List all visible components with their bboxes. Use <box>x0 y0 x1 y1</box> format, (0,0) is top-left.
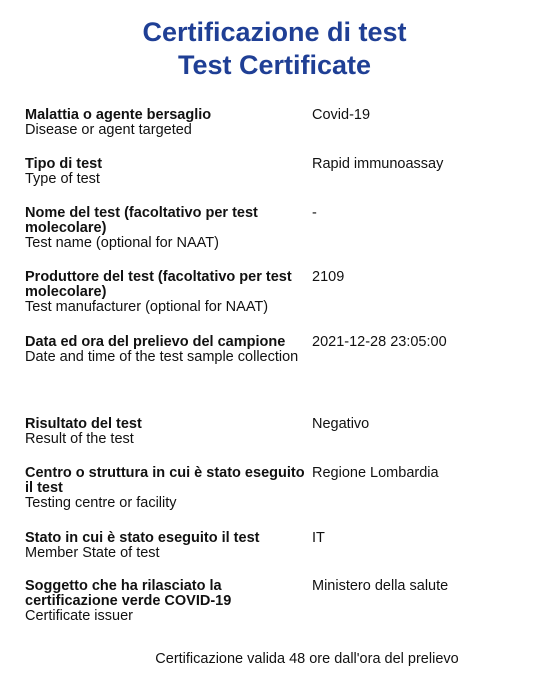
label-english: Type of test <box>25 171 100 187</box>
title-italian: Certificazione di test <box>142 17 407 47</box>
field-value: 2021-12-28 23:05:00 <box>312 334 447 350</box>
title-english: Test Certificate <box>177 50 372 80</box>
field-label <box>25 335 312 417</box>
label-english: Test name (optional for NAAT) <box>25 235 219 251</box>
field-value: Covid-19 <box>312 107 371 123</box>
field-label <box>25 157 312 206</box>
field-label <box>25 579 312 627</box>
label-english: Disease or agent targeted <box>25 122 192 138</box>
label-english: Member State of test <box>25 545 160 561</box>
field-row-manufacturer <box>25 270 535 335</box>
field-row-test-type <box>25 157 535 206</box>
field-label <box>25 466 312 531</box>
certificate-title <box>0 16 549 82</box>
field-label <box>25 270 312 335</box>
field-value: - <box>312 205 317 221</box>
label-italian: Malattia o agente bersaglio <box>25 107 212 123</box>
field-label <box>25 206 312 270</box>
label-english: Date and time of the test sample collection <box>25 349 299 365</box>
label-english: Result of the test <box>25 431 134 447</box>
field-row-sample-datetime <box>25 335 535 417</box>
field-row-result <box>25 417 535 466</box>
label-english: Test manufacturer (optional for NAAT) <box>25 299 269 315</box>
label-italian: Risultato del test <box>25 416 142 432</box>
label-italian: Nome del test (facoltativo per test molecolare) <box>25 205 258 236</box>
label-italian: Centro o struttura in cui è stato eseguito il test <box>25 465 305 496</box>
field-row-test-name <box>25 206 535 270</box>
field-value: Rapid immunoassay <box>312 156 444 172</box>
certificate-fields <box>25 108 535 627</box>
field-label <box>25 417 312 466</box>
label-italian: Tipo di test <box>25 156 103 172</box>
field-row-disease <box>25 108 535 157</box>
field-value: Regione Lombardia <box>312 465 439 481</box>
validity-note: Certificazione valida 48 ore dall'ora del prelievo <box>155 651 459 667</box>
field-value: Negativo <box>312 416 370 432</box>
field-label <box>25 531 312 579</box>
field-value: 2109 <box>312 269 345 285</box>
label-english: Certificate issuer <box>25 608 133 624</box>
label-italian: Stato in cui è stato eseguito il test <box>25 530 260 546</box>
label-italian: Data ed ora del prelievo del campione <box>25 334 286 350</box>
field-row-issuer <box>25 579 535 627</box>
label-italian: Soggetto che ha rilasciato la certificazione verde COVID-19 <box>25 578 232 609</box>
field-row-testing-centre <box>25 466 535 531</box>
field-label <box>25 108 312 157</box>
label-italian: Produttore del test (facoltativo per test molecolare) <box>25 269 292 300</box>
field-row-member-state <box>25 531 535 579</box>
field-value: Ministero della salute <box>312 578 449 594</box>
label-english: Testing centre or facility <box>25 495 177 511</box>
field-value: IT <box>312 530 325 546</box>
